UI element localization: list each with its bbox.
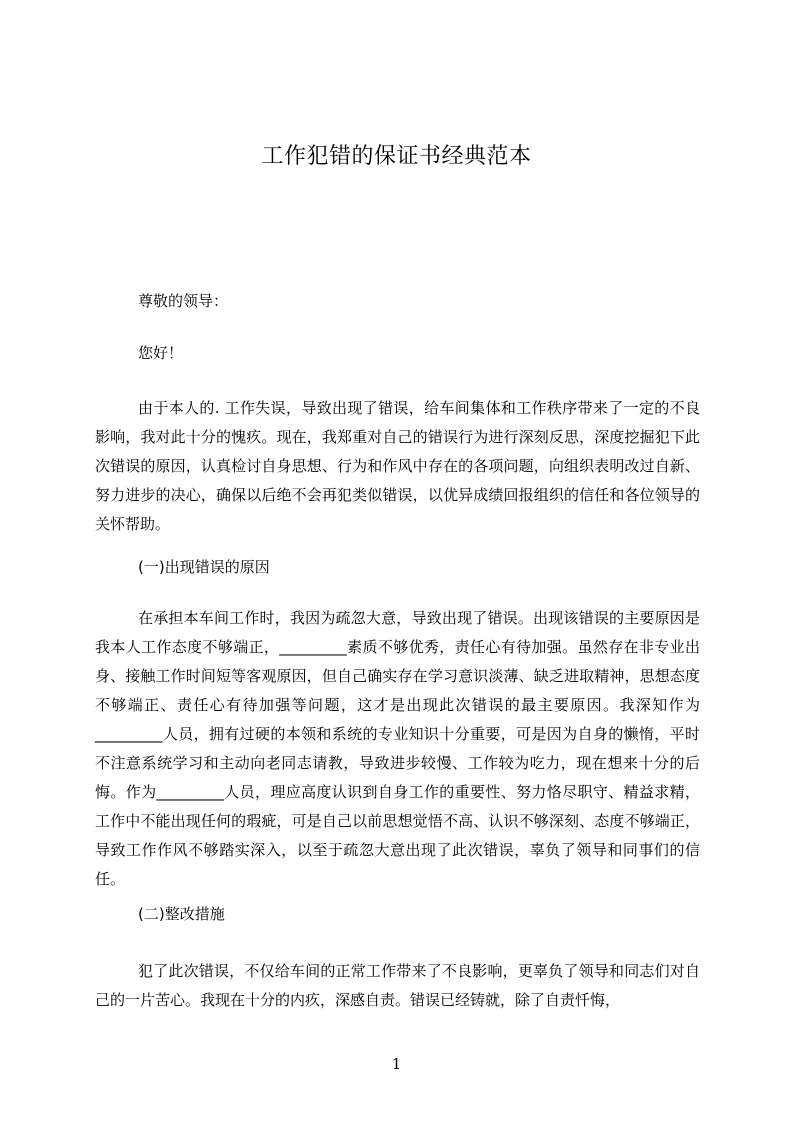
document-title: 工作犯错的保证书经典范本: [261, 144, 532, 169]
section-2-body: 犯了此次错误，不仅给车间的正常工作带来了不良影响，更辜负了领导和同志们对自己的一片苦心。我现在十分的内疚，深感自责。错误已经铸就，除了自责忏悔，: [95, 962, 700, 1009]
page-number: 1: [391, 1055, 402, 1073]
section-1-body: 在承担本车间工作时，我因为疏忽大意，导致出现了错误。出现该错误的主要原因是我本人工作态度不够端正，_________素质不够优秀，责任心有待加强。虽然存在非专业出身、接触工作时间短等客观原因，但自己确实存在学习意识淡薄、缺乏进取精神，思想态度不够端正、责任心有待加强等问题，这才是出现此次错误的最主要原因。我深知作为_________人员，拥有过硬的本领和系统的专业知识十分重要，可是因为自身的懒惰，平时不注意系统学习和主动向老同志请教，导致进步较慢、工作较为吃力，现在想来十分的后悔。作为_________人员，理应高度认识到自身工作的重要性、努力恪尽职守、精益求精，工作中不能出现任何的瑕疵，可是自己以前思想觉悟不高、认识不够深刻、态度不够端正，导致工作作风不够踏实深入，以至于疏忽大意出现了此次错误，辜负了领导和同事们的信任。: [95, 609, 700, 888]
salutation: 尊敬的领导：: [138, 292, 229, 310]
greeting: 您好！: [138, 344, 184, 362]
section-2-heading: (二)整改措施: [138, 905, 225, 923]
intro-paragraph: 由于本人的. 工作失误，导致出现了错误，给车间集体和工作秩序带来了一定的不良影响，我对此十分的愧疚。现在，我郑重对自己的错误行为进行深刻反思，深度挖掘犯下此次错误的原因，认真检讨自身思想、行为和作风中存在的各项问题，向组织表明改过自新、努力进步的决心，确保以后绝不会再犯类似错误，以优异成绩回报组织的信任和各位领导的关怀帮助。: [95, 399, 700, 533]
section-1-heading: (一)出现错误的原因: [138, 558, 270, 576]
